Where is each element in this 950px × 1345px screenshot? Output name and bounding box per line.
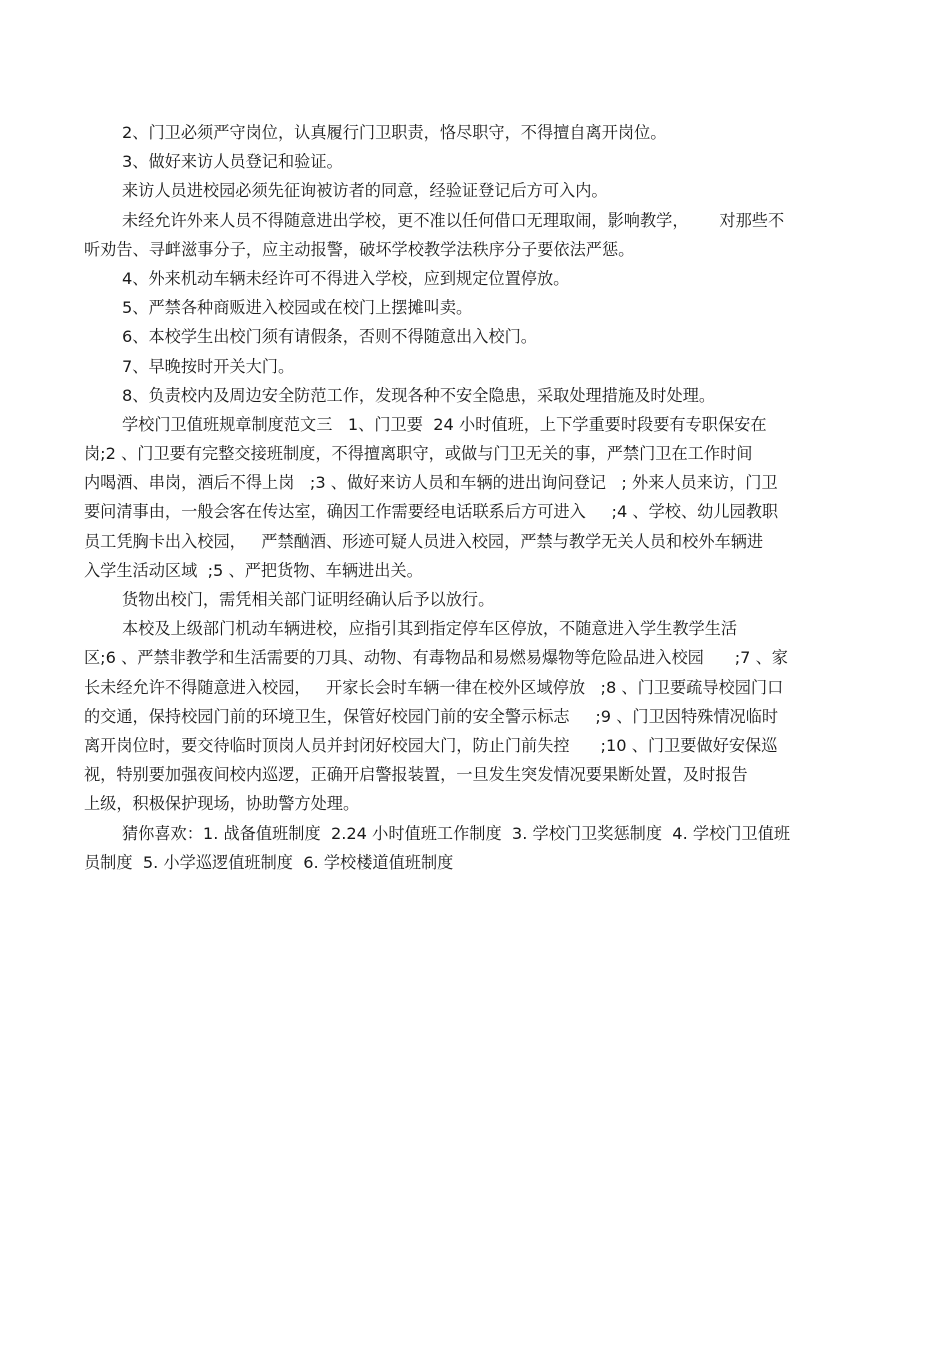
text-line: 6、本校学生出校门须有请假条，否则不得随意出入校门。 [122,327,537,347]
text-line: 3、做好来访人员登记和验证。 [122,152,343,172]
text-line: 本校及上级部门机动车辆进校，应指引其到指定停车区停放，不随意进入学生教学生活 [122,619,738,639]
text-line: 货物出校门，需凭相关部门证明经确认后予以放行。 [122,590,495,609]
text-line: 内喝酒、串岗，酒后不得上岗 ;3 、做好来访人员和车辆的进出询问登记 ; 外来人员来访，门卫 [84,473,778,493]
text-line: 离开岗位时，要交待临时顶岗人员并封闭好校园大门，防止门前失控 ;10 、门卫要做好安保巡 [84,735,778,755]
text-line: 要问清事由，一般会客在传达室，确因工作需要经电话联系后方可进入 ;4 、学校、幼儿园教职 [84,502,779,522]
text-line: 未经允许外来人员不得随意进出学校，更不准以任何借口无理取闹，影响教学， 对那些不 [122,210,785,230]
text-line: 视，特别要加强夜间校内巡逻，正确开启警报装置，一旦发生突发情况要果断处置，及时报告 [84,765,748,785]
text-line: 2、门卫必须严守岗位，认真履行门卫职责，恪尽职守，不得擅自离开岗位。 [122,123,667,142]
text-line: 长未经允许不得随意进入校园， 开家长会时车辆一律在校外区域停放 ;8 、门卫要疏导校园门口 [84,677,784,697]
text-line: 上级，积极保护现场，协助警方处理。 [84,794,360,814]
text-line: 员制度 5. 小学巡逻值班制度 6. 学校楼道值班制度 [84,852,454,872]
text-line: 入学生活动区域 ;5 、严把货物、车辆进出关。 [84,560,423,580]
text-line: 5、严禁各种商贩进入校园或在校门上摆摊叫卖。 [122,298,473,318]
text-line: 猜你喜欢：1. 战备值班制度 2.24 小时值班工作制度 3. 学校门卫奖惩制度 4. 学校门卫值班 [122,823,791,843]
text-line: 来访人员进校园必须先征询被访者的同意，经验证登记后方可入内。 [122,181,608,201]
text-line: 听劝告、寻衅滋事分子，应主动报警，破坏学校教学法秩序分子要依法严惩。 [84,239,635,259]
text-line: 学校门卫值班规章制度范文三 1、门卫要 24 小时值班，上下学重要时段要有专职保安在 [122,414,767,434]
text-line: 8、负责校内及周边安全防范工作，发现各种不安全隐患，采取处理措施及时处理。 [122,385,716,405]
document-body [84,118,864,877]
text-line: 4、外来机动车辆未经许可不得进入学校，应到规定位置停放。 [122,268,570,288]
text-line: 7、早晚按时开关大门。 [122,356,295,376]
text-line: 员工凭胸卡出入校园， 严禁酗酒、形迹可疑人员进入校园，严禁与教学无关人员和校外车辆进 [84,531,764,551]
text-line: 的交通，保持校园门前的环境卫生，保管好校园门前的安全警示标志 ;9 、门卫因特殊情况临时 [84,706,779,726]
text-line: 区;6 、严禁非教学和生活需要的刀具、动物、有毒物品和易燃易爆物等危险品进入校园 ;7 、家 [84,648,788,668]
text-line: 岗;2 、门卫要有完整交接班制度，不得擅离职守，或做与门卫无关的事，严禁门卫在工作时间 [84,444,753,464]
